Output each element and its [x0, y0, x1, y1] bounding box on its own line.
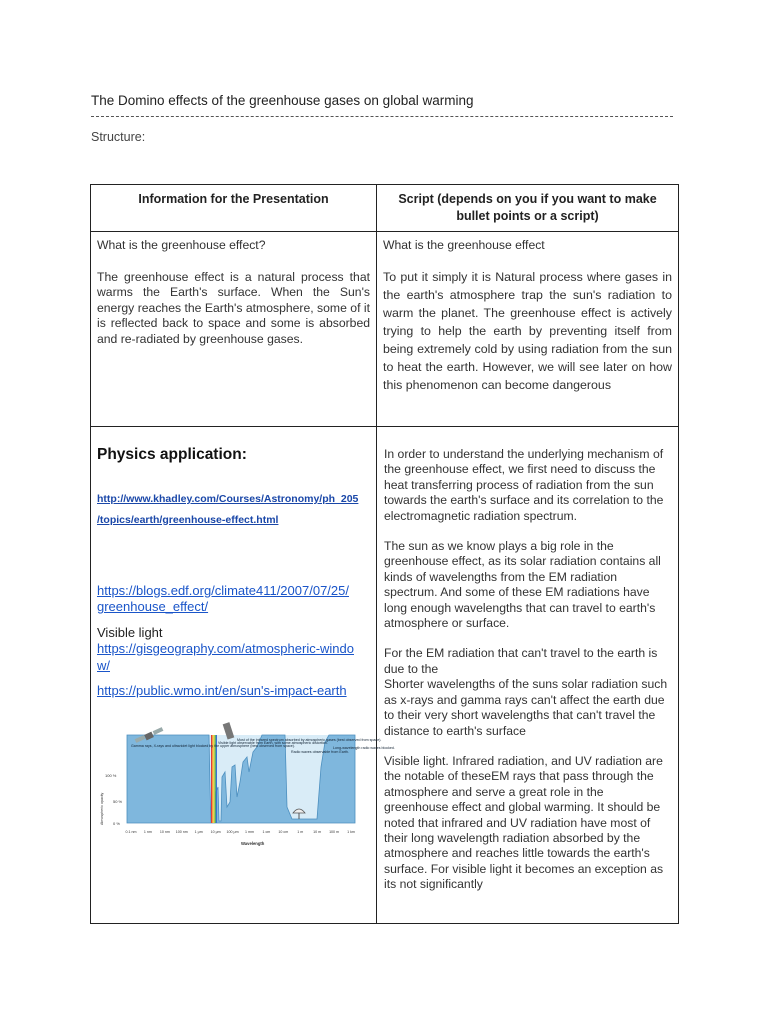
- label-gamma: Gamma rays, X-rays and ultraviolet light blocked by the upper atmosphere (best observed from space).: [131, 743, 295, 748]
- script-paragraph: Visible light. Infrared radiation, and UV radiation are the notable of theseEM rays that pass through the atmosphere and serve a great role in the greenhouse effect and global warming. It should be noted that infrared and UV radiation have most of their long wavelength radiation absorbed by the atmosphere and reaches little towards the earth's surface. For visible light it becomes an exception as its not significantly: [384, 753, 664, 892]
- dashed-divider: [91, 116, 673, 117]
- x-tick-label: 100 μm: [226, 829, 239, 834]
- label-visible: Visible light observable from Earth, with some atmospheric distortion.: [218, 740, 328, 745]
- y-tick-100: 100 %: [105, 772, 117, 778]
- x-tick-label: 1 km: [347, 829, 355, 834]
- script-paragraph: The sun as we know plays a big role in the greenhouse effect, as its solar radiation contains all kinds of wavelengths from the EM radiation spectrum. And some of these EM radiations have long enough wavelengths that can travel to earth's atmosphere or surface.: [384, 539, 661, 631]
- y-tick-50: 50 %: [113, 798, 123, 804]
- header-script: Script (depends on you if you want to make bullet points or a script): [377, 185, 679, 232]
- info-question: What is the greenhouse effect?: [97, 238, 266, 252]
- table-row-greenhouse: [91, 232, 679, 427]
- link-gisgeography-line2[interactable]: w/: [97, 657, 110, 673]
- label-longwave: Long-wavelength radio waves blocked.: [333, 745, 395, 750]
- y-axis-label: Atmospheric opacity: [100, 792, 104, 825]
- atmospheric-opacity-diagram: [97, 727, 395, 855]
- x-tick-label: 1 m: [297, 829, 304, 834]
- x-axis-label: Wavelength: [241, 840, 265, 846]
- physics-script-cell: [377, 427, 679, 924]
- info-cell-greenhouse: [91, 232, 377, 427]
- link-gisgeography-line1[interactable]: https://gisgeography.com/atmospheric-windo: [97, 641, 354, 657]
- document-title: The Domino effects of the greenhouse gases on global warming: [91, 93, 474, 108]
- x-axis-ticks: [126, 830, 355, 834]
- x-tick-label: 1 nm: [143, 829, 152, 834]
- link-wmo[interactable]: https://public.wmo.int/en/sun's-impact-earth: [97, 683, 347, 699]
- info-text: The greenhouse effect is a natural process that warms the Earth's surface. When the Sun's energy reaches the Earth's atmosphere, some of it is reflected back to space and some is absorbed and re-radiated by greenhouse gases.: [97, 269, 370, 346]
- y-tick-0: 0 %: [113, 820, 120, 826]
- x-tick-label: 10 cm: [278, 829, 289, 834]
- script-cell-greenhouse: [377, 232, 679, 427]
- script-paragraph: For the EM radiation that can't travel to the earth is due to the Shorter wavelengths of the suns solar radiation such as x-rays and gamma rays can't affect the earth due to their very short wavelengths that can't travel the distance to earth's surface: [384, 646, 668, 738]
- table-header-row: [91, 185, 679, 232]
- script-paragraph: In order to understand the underlying mechanism of the greenhouse effect, we first need to discuss the heat transferring process of radiation from the sun towards the earth's surface and its correlation to the electromagnetic radiation spectrum.: [384, 447, 664, 523]
- x-tick-label: 1 μm: [194, 829, 203, 834]
- x-tick-label: 10 nm: [159, 829, 170, 834]
- presentation-table: [90, 184, 679, 924]
- link-edf-line1[interactable]: https://blogs.edf.org/climate411/2007/07/25/: [97, 582, 349, 598]
- script-text: To put it simply it is Natural process where gases in the earth's atmosphere trap the sun's radiation to warm the planet. The greenhouse effect is actively trying to help the earth by preventing itself from being extremely cold by using radiation from the sun to heat the earth. However, we will see later on how this phenomenon can become dangerous: [383, 269, 672, 393]
- script-question: What is the greenhouse effect: [383, 238, 545, 252]
- x-tick-label: 100 m: [329, 829, 340, 834]
- x-tick-label: 100 nm: [175, 829, 188, 834]
- x-tick-label: 1 cm: [262, 829, 271, 834]
- x-tick-label: 1 mm: [244, 829, 254, 834]
- visible-light-label: Visible light: [97, 624, 163, 640]
- structure-label: Structure:: [91, 130, 146, 144]
- label-radio: Radio waves observable from Earth.: [291, 749, 349, 754]
- x-tick-label: 10 μm: [210, 829, 221, 834]
- link-khadley-line2[interactable]: /topics/earth/greenhouse-effect.html: [97, 513, 279, 526]
- link-khadley-line1[interactable]: http://www.khadley.com/Courses/Astronomy/ph_205: [97, 492, 359, 505]
- x-tick-label: 0.1 nm: [125, 829, 137, 834]
- label-infrared: Most of the infrared spectrum absorbed by atmospheric gases (best observed from space).: [237, 737, 382, 742]
- header-information: Information for the Presentation: [91, 185, 377, 232]
- x-tick-label: 10 m: [313, 829, 322, 834]
- link-edf-line2[interactable]: greenhouse_effect/: [97, 599, 209, 615]
- physics-heading: Physics application:: [97, 446, 247, 463]
- table-row-physics: [91, 427, 679, 924]
- physics-cell: [91, 427, 395, 924]
